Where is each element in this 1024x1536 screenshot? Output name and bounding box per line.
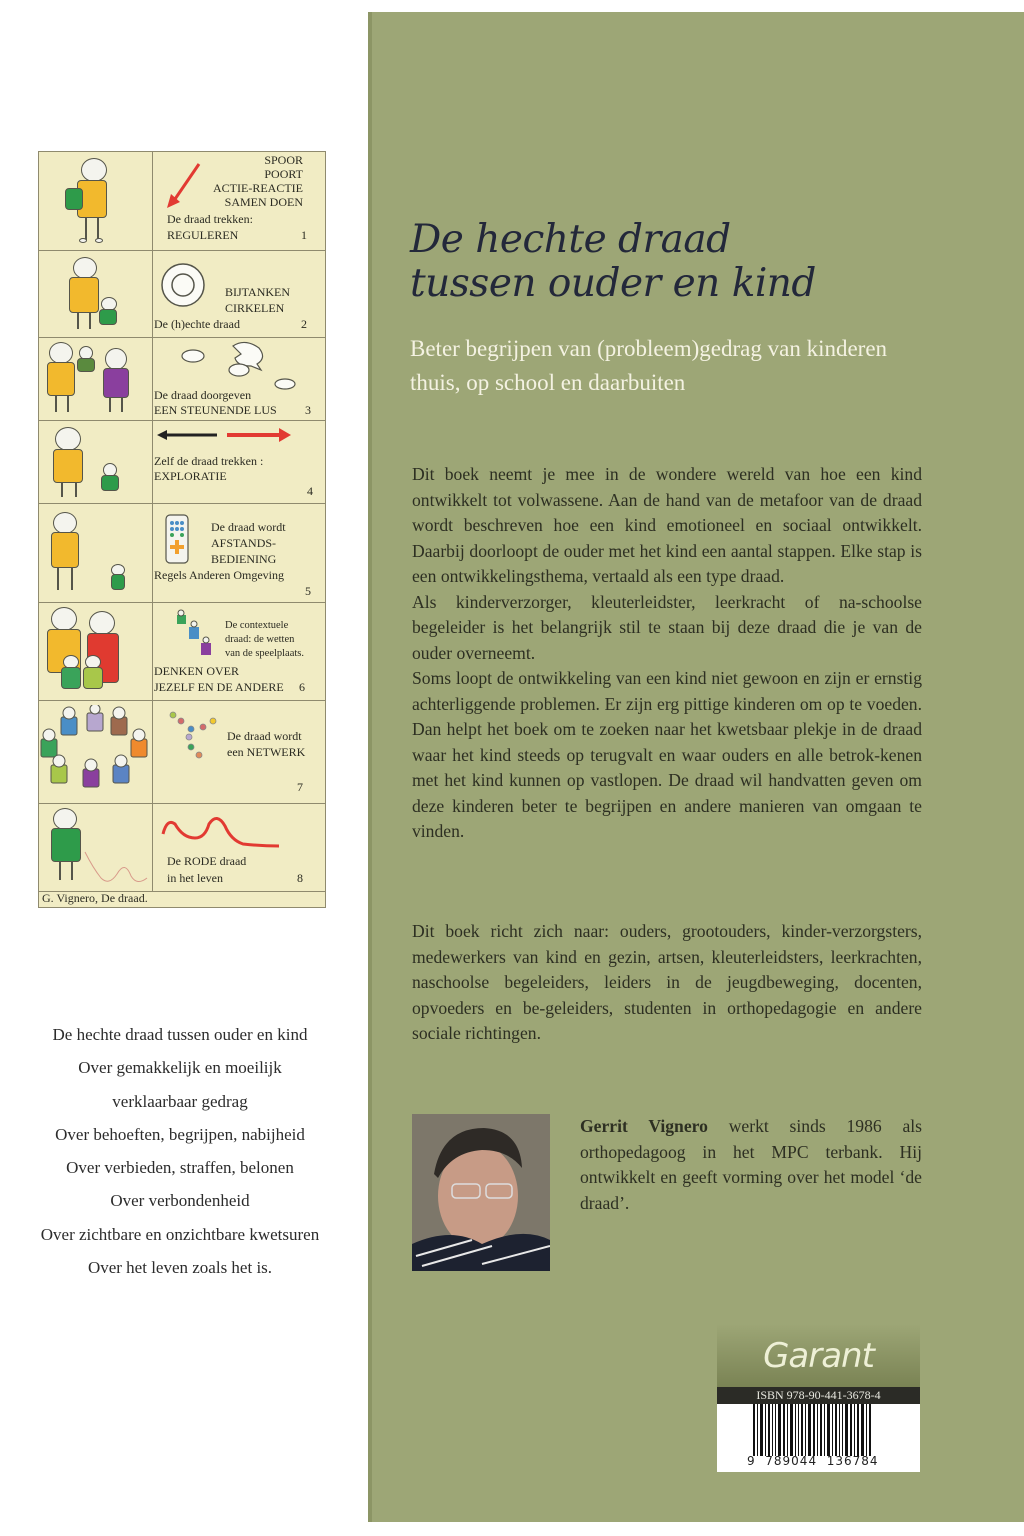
row-5-line-3: BEDIENING	[211, 552, 277, 566]
book-title-line-2: tussen ouder en kind	[410, 261, 816, 306]
row-1-line-2: POORT	[264, 167, 303, 181]
row-1-text	[153, 152, 325, 250]
row-7-line-1: De draad wordt	[227, 729, 302, 743]
back-cover-blurb	[0, 1018, 360, 1284]
blurb-line-3: verklaarbaar gedrag	[112, 1091, 248, 1111]
blurb-line-7: Over zichtbare en onzichtbare kwetsuren	[40, 1224, 320, 1244]
blurb-line-5: Over verbieden, straffen, belonen	[66, 1158, 294, 1178]
illustration-two-parents-passing-child	[39, 338, 153, 420]
grid-row-3	[39, 338, 325, 421]
book-subtitle: Beter begrijpen van (probleem)gedrag van kinderen thuis, op school en daarbuiten	[410, 336, 888, 395]
ring-icon	[159, 261, 207, 309]
two-way-arrows-icon	[155, 425, 295, 445]
row-6-caption: DENKEN OVER	[154, 664, 239, 678]
blurb-line-2: Over gemakkelijk en moeilijk	[78, 1058, 282, 1078]
chart-credit: G. Vignero, De draad.	[42, 891, 148, 905]
book-title	[410, 218, 910, 306]
back-cover-panel	[368, 12, 1024, 1522]
row-6-line-2: draad: de wetten	[225, 634, 295, 645]
publisher-logo: Garant	[763, 1335, 874, 1376]
red-arrow-icon	[165, 162, 205, 210]
row-3-number: 3	[305, 403, 311, 417]
grid-row-6	[39, 603, 325, 701]
illustration-parent-watching-child	[39, 421, 153, 503]
barcode-number: 9 789044 136784	[747, 1454, 879, 1468]
row-8-text	[153, 804, 325, 891]
row-8-theme: in het leven	[167, 871, 223, 885]
grid-row-7	[39, 701, 325, 804]
row-4-text	[153, 421, 325, 503]
row-2-line-2: CIRKELEN	[225, 301, 285, 315]
group-of-figures-icon	[39, 705, 153, 801]
grid-row-2	[39, 251, 325, 338]
row-7-line-2: een NETWERK	[227, 745, 306, 759]
row-6-line-3: van de speelplaats.	[225, 648, 305, 659]
row-5-caption: Regels Anderen Omgeving	[154, 568, 284, 582]
description-block	[412, 462, 922, 845]
row-6-text	[153, 603, 325, 700]
row-1-line-4: SAMEN DOEN	[224, 195, 303, 209]
row-8-caption: De RODE draad	[167, 854, 247, 868]
grid-row-4	[39, 421, 325, 504]
row-1-line-1: SPOOR	[264, 153, 303, 167]
draad-model-chart	[38, 151, 326, 908]
row-2-text	[153, 251, 325, 337]
row-1-number: 1	[301, 228, 307, 242]
row-4-number: 4	[307, 484, 313, 498]
blurb-line-8: Over het leven zoals het is.	[87, 1258, 273, 1278]
author-portrait-icon	[412, 1114, 550, 1271]
illustration-circle-of-people	[39, 701, 153, 803]
row-3-text	[153, 338, 325, 420]
row-6-theme: JEZELF EN DE ANDERE	[154, 680, 284, 694]
row-7-number: 7	[297, 780, 303, 794]
publisher-band	[717, 1324, 920, 1387]
barcode-bars-icon	[753, 1404, 893, 1456]
description-paragraph-3: Soms loopt de ontwikkeling van een kind niet gewoon en zijn er ernstig achterliggende problemen. Er zijn erg pittige kinderen om op te voeden. Dan helpt het boek om te zoeken naar het kwetsbaar plekje in de draad waar het kind steeds op terugvalt en waar ouders en alle betrok-kenen met het kind kunnen op vastlopen. De draad wil handvatten geven om deze kinderen beter te begrijpen en andere manieren van omgaan te vinden.	[412, 668, 922, 841]
blurb-line-6: Over verbondenheid	[110, 1191, 250, 1211]
stacked-figures-icon	[175, 609, 215, 657]
blurb-line-4: Over behoeften, begrijpen, nabijheid	[55, 1124, 305, 1144]
book-title-line-1: De hechte draad	[410, 217, 731, 262]
barcode	[717, 1404, 920, 1472]
row-6-line-1: De contextuele	[225, 620, 289, 631]
row-3-caption: De draad doorgeven	[154, 388, 252, 402]
row-5-line-2: AFSTANDS-	[211, 536, 277, 550]
row-3-theme: EEN STEUNENDE LUS	[154, 403, 277, 417]
row-5-number: 5	[305, 584, 311, 598]
author-photo	[412, 1114, 550, 1271]
illustration-child-with-thread	[39, 804, 153, 891]
isbn-label: ISBN 978-90-441-3678-4	[717, 1387, 920, 1404]
audience-paragraph: Dit boek richt zich naar: ouders, grootouders, kinder-verzorgsters, medewerkers van kind en gezin, artsen, kleuterleidsters, leerkrachten, naschoolse begeleiders, leiders in de jeugdbeweging, docenten, opvoeders en be-geleiders, studenten in orthopedagogie en andere sociale richtingen.	[412, 921, 922, 1043]
illustration-parent-with-remote	[39, 504, 153, 602]
thread-icon	[83, 848, 149, 888]
row-1-line-3: ACTIE-REACTIE	[213, 181, 303, 195]
remote-control-icon	[165, 514, 189, 564]
row-5-text	[153, 504, 325, 602]
row-6-number: 6	[299, 680, 305, 694]
illustration-parent-holding-baby	[39, 152, 153, 250]
author-bio	[580, 1114, 922, 1216]
row-8-number: 8	[297, 871, 303, 885]
row-2-number: 2	[301, 317, 307, 331]
row-5-line-1: De draad wordt	[211, 520, 286, 534]
row-2-line-1: BIJTANKEN	[225, 285, 291, 299]
row-2-caption: De (h)echte draad	[154, 317, 240, 331]
red-wave-icon	[161, 812, 285, 852]
description-paragraph-2: Als kinderverzorger, kleuterleidster, leerkracht of na-schoolse begeleider is het belangrijk stil te staan bij deze draad die je van de ouder overneemt.	[412, 591, 922, 663]
author-name: Gerrit Vignero	[580, 1116, 708, 1136]
description-paragraph-1: Dit boek neemt je mee in de wondere wereld van hoe een kind ontwikkelt tot volwassene. Aan de hand van de metafoor van de draad wordt beschreven hoe een kind emotioneel en sociaal ontwikkelt. Daarbij doorloopt de ouder met het kind een aantal stappen. Elke stap is een ontwikkelingsthema, vertaald als een type draad.	[412, 464, 922, 586]
grid-row-5	[39, 504, 325, 603]
blurb-line-1: De hechte draad tussen ouder en kind	[52, 1025, 308, 1044]
network-beads-icon	[169, 711, 221, 763]
row-4-caption: Zelf de draad trekken :	[154, 454, 264, 468]
grid-row-1	[39, 152, 325, 251]
row-7-text	[153, 701, 325, 803]
illustration-family-group	[39, 603, 153, 700]
author-bio-text: werkt sinds 1986 als orthopedagoog in het MPC terbank. Hij ontwikkelt en geeft vorming over het model ‘de draad’.	[580, 1116, 922, 1213]
illustration-parent-and-child	[39, 251, 153, 337]
row-1-caption: De draad trekken:	[167, 212, 253, 226]
row-1-theme: REGULEREN	[167, 228, 239, 242]
speech-bubbles-icon	[175, 340, 305, 390]
grid-row-8	[39, 804, 325, 892]
row-4-theme: EXPLORATIE	[154, 469, 227, 483]
publisher-barcode-block	[717, 1324, 920, 1472]
